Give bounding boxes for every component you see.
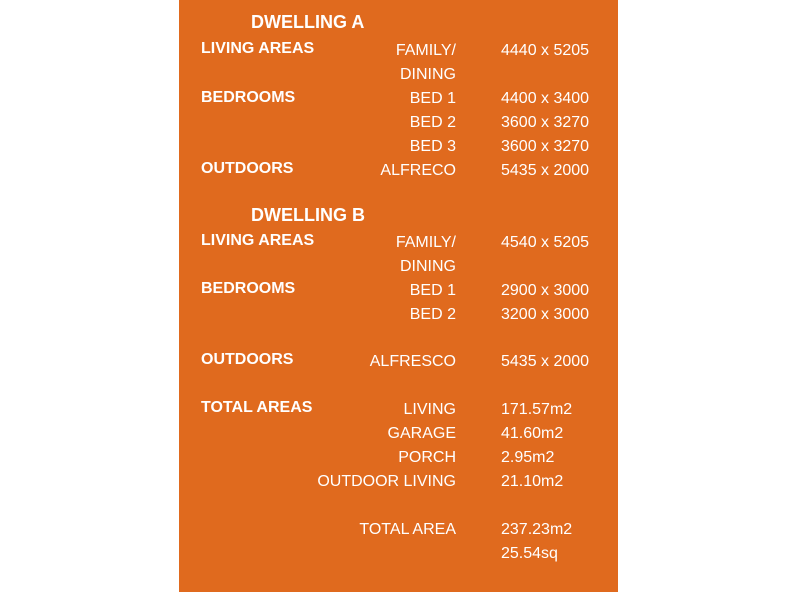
dwelling-a-bed3-label: BED 3 — [409, 138, 456, 155]
total-outdoor-living-value: 21.10m2 — [501, 473, 564, 490]
dwelling-b-alfresco-dimensions: 5435 x 2000 — [501, 353, 590, 370]
dwelling-b-family-label-line2: DINING — [400, 258, 456, 275]
total-living-value: 171.57m2 — [501, 401, 573, 418]
dwelling-a-bed3-dimensions: 3600 x 3270 — [501, 138, 590, 155]
dwelling-a-bed2-dimensions: 3600 x 3270 — [501, 114, 590, 131]
dwelling-a-alfresco-label: ALFRECO — [380, 162, 456, 179]
total-outdoor-living-label: OUTDOOR LIVING — [317, 473, 456, 490]
dwelling-b-alfresco-label: ALFRESCO — [369, 353, 456, 370]
total-area-label: TOTAL AREA — [359, 521, 456, 538]
total-garage-value: 41.60m2 — [501, 425, 564, 442]
dwelling-b-bed1-dimensions: 2900 x 3000 — [501, 282, 590, 299]
total-garage-label: GARAGE — [387, 425, 456, 442]
dwelling-b-bedrooms-label: BEDROOMS — [201, 280, 296, 297]
dwelling-a-bed1-dimensions: 4400 x 3400 — [501, 90, 590, 107]
total-area-value: 237.23m2 — [501, 521, 573, 538]
dwelling-a-living-areas-label: LIVING AREAS — [201, 40, 315, 57]
area-schedule-panel — [179, 0, 618, 592]
total-area-squares: 25.54sq — [501, 545, 558, 562]
total-porch-value: 2.95m2 — [501, 449, 555, 466]
total-living-label: LIVING — [403, 401, 456, 418]
dwelling-b-living-areas-label: LIVING AREAS — [201, 232, 315, 249]
dwelling-b-title: DWELLING B — [251, 205, 365, 225]
dwelling-a-alfresco-dimensions: 5435 x 2000 — [501, 162, 590, 179]
dwelling-a-outdoors-label: OUTDOORS — [201, 160, 294, 177]
dwelling-a-bed2-label: BED 2 — [409, 114, 456, 131]
dwelling-a-family-dimensions: 4440 x 5205 — [501, 42, 590, 59]
total-porch-label: PORCH — [398, 449, 456, 466]
dwelling-b-outdoors-label: OUTDOORS — [201, 351, 294, 368]
total-areas-label: TOTAL AREAS — [201, 399, 313, 416]
dwelling-b-bed2-label: BED 2 — [409, 306, 456, 323]
dwelling-a-bedrooms-label: BEDROOMS — [201, 89, 296, 106]
dwelling-a-bed1-label: BED 1 — [409, 90, 456, 107]
dwelling-b-family-dimensions: 4540 x 5205 — [501, 234, 590, 251]
dwelling-a-family-label-line1: FAMILY/ — [395, 42, 456, 59]
dwelling-a-title: DWELLING A — [251, 12, 365, 32]
dwelling-b-bed2-dimensions: 3200 x 3000 — [501, 306, 590, 323]
dwelling-b-bed1-label: BED 1 — [409, 282, 456, 299]
dwelling-a-family-label-line2: DINING — [400, 66, 456, 83]
dwelling-b-family-label-line1: FAMILY/ — [395, 234, 456, 251]
